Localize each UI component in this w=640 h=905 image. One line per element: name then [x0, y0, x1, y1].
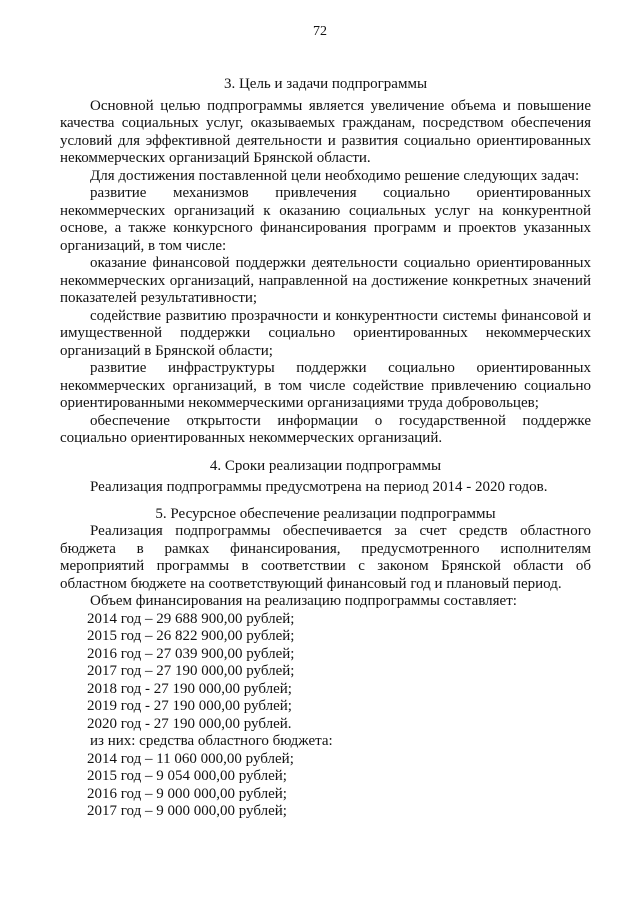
section-3-paragraph-3: развитие механизмов привлечения социально ориентированных некоммерческих организаций к оказанию социальных услуг на конкурентной основе, а также конкурсного финансирования программ и проектов указанных организаций, в том числе: [60, 185, 591, 254]
regional-year-item: 2016 год – 9 000 000,00 рублей; [87, 785, 287, 802]
regional-budget-intro: из них: средства областного бюджета: [90, 733, 333, 749]
funding-regional-list [60, 751, 591, 821]
section-5-paragraph-1: Реализация подпрограммы обеспечивается за счет средств областного бюджета в рамках финансирования, предусмотренного исполнителям мероприятий программы в соответствии с законом Брянской области об областном бюджете на соответствующий финансовый год и плановый период. [60, 523, 591, 592]
section-4-title: 4. Сроки реализации подпрограммы [209, 457, 442, 474]
section-4-paragraph-1: Реализация подпрограммы предусмотрена на период 2014 - 2020 годов. [90, 479, 548, 495]
funding-year-item: 2018 год - 27 190 000,00 рублей; [87, 680, 292, 697]
funding-total-list [60, 611, 591, 734]
regional-year-item: 2014 год – 11 060 000,00 рублей; [87, 750, 294, 767]
page-content [60, 76, 591, 821]
funding-year-item: 2019 год - 27 190 000,00 рублей; [87, 698, 292, 714]
funding-year-item: 2014 год – 29 688 900,00 рублей; [87, 610, 295, 627]
section-3-paragraph-5: содействие развитию прозрачности и конкурентности системы финансовой и имущественной поддержки социально ориентированных некоммерческих организаций в Брянской области; [60, 307, 591, 359]
funding-year-item: 2017 год – 27 190 000,00 рублей; [87, 663, 295, 679]
funding-year-item: 2015 год – 26 822 900,00 рублей; [87, 628, 295, 644]
section-3-paragraph-6: развитие инфраструктуры поддержки социально ориентированных некоммерческих организаций, в том числе содействие привлечению социально ориентированными некоммерческими организациями труда добровольцев; [60, 360, 591, 411]
section-3-paragraph-2: Для достижения поставленной цели необходимо решение следующих задач: [90, 167, 580, 184]
section-5-paragraph-2: Объем финансирования на реализацию подпрограммы составляет: [90, 593, 517, 609]
funding-year-item: 2020 год - 27 190 000,00 рублей. [87, 715, 292, 732]
section-3-paragraph-4: оказание финансовой поддержки деятельности социально ориентированных некоммерческих организаций, направленной на достижение конкретных значений показателей результативности; [60, 255, 591, 306]
funding-year-item: 2016 год – 27 039 900,00 рублей; [87, 645, 295, 662]
regional-year-item: 2017 год – 9 000 000,00 рублей; [87, 803, 287, 819]
regional-year-item: 2015 год – 9 054 000,00 рублей; [87, 768, 287, 784]
section-3-paragraph-1: Основной целью подпрограммы является увеличение объема и повышение качества социальных услуг, оказываемых гражданам, посредством обеспечения условий для эффективной деятельности и развития социально ориентированных некоммерческих организаций Брянской области. [60, 97, 591, 166]
section-5-title: 5. Ресурсное обеспечение реализации подпрограммы [155, 505, 496, 522]
section-3-title: 3. Цель и задачи подпрограммы [223, 76, 428, 92]
page-number: 72 [313, 24, 327, 39]
section-3-paragraph-7: обеспечение открытости информации о государственной поддержке социально ориентированных некоммерческих организаций. [60, 412, 591, 446]
